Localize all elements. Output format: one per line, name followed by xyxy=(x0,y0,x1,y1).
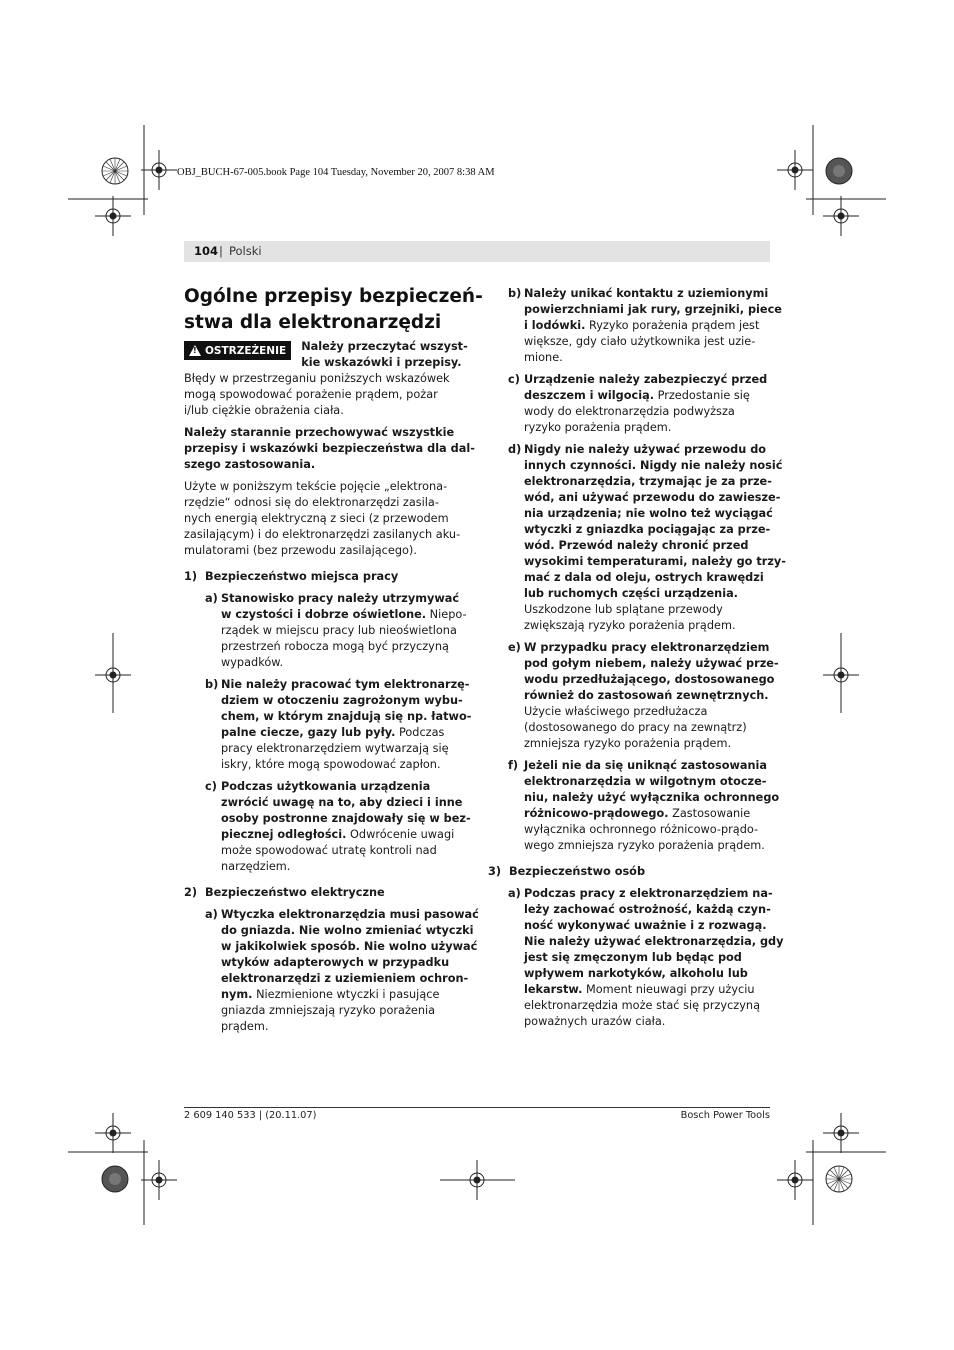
text-line: poważnych urazów ciała. xyxy=(524,1015,666,1028)
list-item xyxy=(488,640,779,752)
text-line: deszczem i wilgocią. xyxy=(524,389,655,402)
text-line: Nigdy nie należy używać przewodu do xyxy=(524,443,767,456)
text-line: mulatorami (bez przewodu zasilającego). xyxy=(184,544,417,557)
page-number: 104 xyxy=(194,244,219,258)
list-item xyxy=(488,758,780,854)
item-label: b) xyxy=(508,287,522,300)
text-line: wysokimi temperaturami, należy go trzy- xyxy=(524,555,786,568)
list-item xyxy=(184,907,479,1035)
text-line: prądem. xyxy=(221,1020,269,1033)
text-line: Nie należy używać elektronarzędzia, gdy xyxy=(524,935,784,948)
registration-rosette-icon xyxy=(100,156,130,186)
text-line: większe, gdy ciało użytkownika jest uzie- xyxy=(524,335,756,348)
text-line: Niezmienione wtyczki i pasujące xyxy=(252,988,440,1001)
text-line: Błędy w przestrzeganiu poniższych wskazówek xyxy=(184,372,450,385)
warning-badge xyxy=(184,341,291,360)
text-line: może spowodować utratę kontroli nad xyxy=(221,844,437,857)
text-line: Zastosowanie xyxy=(668,807,751,820)
text-line: niu, należy użyć wyłącznika ochronnego xyxy=(524,791,780,804)
crosshair-mark-icon xyxy=(823,1113,859,1153)
list-item xyxy=(184,591,468,671)
registration-rosette-icon xyxy=(824,1164,854,1194)
printer-header: OBJ_BUCH-67-005.book Page 104 Tuesday, November 20, 2007 8:38 AM xyxy=(177,167,495,178)
text-line: mać z dala od oleju, ostrych krawędzi xyxy=(524,571,764,584)
text-line: elektronarzędzia w wilgotnym otocze- xyxy=(524,775,767,788)
list-item xyxy=(488,286,782,366)
crosshair-mark-icon xyxy=(95,1113,131,1153)
text-line: gniazda zmniejszają ryzyko porażenia xyxy=(221,1004,436,1017)
header-separator: | xyxy=(219,244,223,258)
section-number: 3) xyxy=(488,865,502,878)
title-line: stwa dla elektronarzędzi xyxy=(184,312,442,333)
text-line: wody do elektronarzędzia podwyższa xyxy=(524,405,735,418)
item-label: c) xyxy=(508,373,520,386)
item-label: e) xyxy=(508,641,521,654)
text-line: Ryzyko porażenia prądem jest xyxy=(585,319,760,332)
text-line: Należy starannie przechowywać wszystkie xyxy=(184,426,455,439)
warning-badge-label: OSTRZEŻENIE xyxy=(205,344,287,357)
text-line: nym. xyxy=(221,988,253,1001)
keep-instructions-paragraph xyxy=(184,425,475,473)
section-heading xyxy=(488,864,772,880)
text-line: elektronarzędzia, trzymając je za prze- xyxy=(524,475,772,488)
text-line: w jakikolwiek sposób. Nie wolno używać xyxy=(221,940,478,953)
text-line: leży zachować ostrożność, każdą czyn- xyxy=(524,903,771,916)
warning-text xyxy=(301,339,468,371)
crosshair-mark-icon xyxy=(823,196,859,236)
text-line: Stanowisko pracy należy utrzymywać xyxy=(221,592,460,605)
text-line: rządek w miejscu pracy lub nieoświetlona xyxy=(221,624,457,637)
text-line: rzędzie“ odnosi się do elektronarzędzi zasila- xyxy=(184,496,439,509)
text-line: Przedostanie się xyxy=(654,389,750,402)
text-line: wtyków adapterowych w przypadku xyxy=(221,956,450,969)
crop-line-icon xyxy=(840,633,842,713)
text-line: Odwrócenie uwagi xyxy=(346,828,455,841)
text-line: i lodówki. xyxy=(524,319,586,332)
item-label: a) xyxy=(508,887,521,900)
text-line: Podczas użytkowania urządzenia xyxy=(221,780,431,793)
text-line: przestrzeń robocza mogą być przyczyną xyxy=(221,640,449,653)
page-header-bar xyxy=(184,241,770,262)
title-line: Ogólne przepisy bezpieczeń- xyxy=(184,286,483,307)
warning-block xyxy=(184,339,468,371)
crosshair-mark-icon xyxy=(141,150,177,190)
text-line: nych energią elektryczną z sieci (z przewodem xyxy=(184,512,449,525)
text-line: różnicowo-prądowego. xyxy=(524,807,669,820)
text-line: wód. Przewód należy chronić przed xyxy=(524,539,749,552)
intro-paragraph xyxy=(184,371,468,419)
text-line: wtyczki z gniazdka pociągając za prze- xyxy=(524,523,771,536)
footer-divider xyxy=(184,1107,770,1108)
text-line: Należy unikać kontaktu z uziemionymi xyxy=(524,287,769,300)
text-line: kie wskazówki i przepisy. xyxy=(301,356,462,369)
list-item xyxy=(184,779,471,875)
header-language: Polski xyxy=(229,244,262,258)
crosshair-mark-icon xyxy=(777,150,813,190)
section-heading-title: Bezpieczeństwo elektryczne xyxy=(205,886,385,899)
text-line: (dostosowanego do pracy na zewnątrz) xyxy=(524,721,747,734)
crop-line-icon xyxy=(143,1140,145,1225)
footer-brand: Bosch Power Tools xyxy=(680,1110,770,1121)
text-line: elektronarzędzia może stać się przyczyną xyxy=(524,999,761,1012)
list-item xyxy=(488,442,786,634)
text-line: ryzyko porażenia prądem. xyxy=(524,421,672,434)
text-line: przepisy i wskazówki bezpieczeństwa dla dal- xyxy=(184,442,475,455)
crop-line-icon xyxy=(143,125,145,215)
section-heading-title: Bezpieczeństwo miejsca pracy xyxy=(205,570,399,583)
registration-dark-rosette-icon xyxy=(100,1164,130,1194)
text-line: wodu przedłużającego, dostosowanego xyxy=(524,673,775,686)
crop-line-icon xyxy=(806,1151,886,1153)
text-line: szego zastosowania. xyxy=(184,458,316,471)
text-line: zasilającym) i do elektronarzędzi zasilanych aku- xyxy=(184,528,461,541)
item-label: a) xyxy=(205,908,218,921)
text-line: wyłącznika ochronnego różnicowo-prądo- xyxy=(524,823,759,836)
text-line: jest się zmęczonym lub będąc pod xyxy=(524,951,742,964)
text-line: palne ciecze, gazy lub pyły. xyxy=(221,726,396,739)
text-line: nia urządzenia; nie wolno też wyciągać xyxy=(524,507,773,520)
text-line: zwrócić uwagę na to, aby dzieci i inne xyxy=(221,796,463,809)
text-line: Wtyczka elektronarzędzia musi pasować xyxy=(221,908,479,921)
list-item xyxy=(184,677,472,773)
registration-dark-rosette-icon xyxy=(824,156,854,186)
section-heading xyxy=(184,885,468,901)
list-item xyxy=(488,886,784,1030)
text-line: chem, w którym znajdują się np. łatwo- xyxy=(221,710,472,723)
text-line: wpływem narkotyków, alkoholu lub xyxy=(524,967,748,980)
text-line: mogą spowodować porażenie prądem, pożar xyxy=(184,388,438,401)
text-line: lub ruchomych części urządzenia. xyxy=(524,587,738,600)
text-line: do gniazda. Nie wolno zmieniać wtyczki xyxy=(221,924,474,937)
text-line: pracy elektronarzędziem wytwarzają się xyxy=(221,742,449,755)
text-line: zwiększają ryzyko porażenia prądem. xyxy=(524,619,736,632)
text-line: W przypadku pracy elektronarzędziem xyxy=(524,641,770,654)
item-label: a) xyxy=(205,592,218,605)
text-line: i/lub ciężkie obrażenia ciała. xyxy=(184,404,344,417)
text-line: powierzchniami jak rury, grzejniki, piece xyxy=(524,303,782,316)
text-line: wego zmniejsza ryzyko porażenia prądem. xyxy=(524,839,765,852)
text-line: Należy przeczytać wszyst- xyxy=(301,340,468,353)
crop-line-icon xyxy=(112,633,114,713)
section-heading xyxy=(184,569,468,585)
text-line: zmniejsza ryzyko porażenia prądem. xyxy=(524,737,732,750)
text-line: innych czynności. Nigdy nie należy nosić xyxy=(524,459,783,472)
text-line: osoby postronne znajdowały się w bez- xyxy=(221,812,471,825)
footer-document-number: 2 609 140 533 | (20.11.07) xyxy=(184,1110,317,1121)
item-label: b) xyxy=(205,678,219,691)
crosshair-mark-icon xyxy=(777,1160,813,1200)
text-line: również do zastosowań zewnętrznych. xyxy=(524,689,769,702)
list-item xyxy=(488,372,772,436)
item-label: c) xyxy=(205,780,217,793)
crosshair-mark-icon xyxy=(95,196,131,236)
text-line: Jeżeli nie da się uniknąć zastosowania xyxy=(524,759,768,772)
text-line: Nie należy pracować tym elektronarzę- xyxy=(221,678,470,691)
warning-triangle-icon xyxy=(189,345,201,356)
text-line: Użycie właściwego przedłużacza xyxy=(524,705,708,718)
text-line: dziem w otoczeniu zagrożonym wybu- xyxy=(221,694,463,707)
item-label: d) xyxy=(508,443,522,456)
text-line: Podczas xyxy=(395,726,445,739)
text-line: narzędziem. xyxy=(221,860,291,873)
item-label: f) xyxy=(508,759,519,772)
text-line: elektronarzędzi z uziemieniem ochron- xyxy=(221,972,469,985)
text-line: ność wykonywać uważnie i z rozwagą. xyxy=(524,919,767,932)
text-line: lekarstw. xyxy=(524,983,583,996)
section-heading-title: Bezpieczeństwo osób xyxy=(509,865,646,878)
text-line: mione. xyxy=(524,351,563,364)
text-line: Moment nieuwagi przy użyciu xyxy=(582,983,755,996)
text-line: piecznej odległości. xyxy=(221,828,347,841)
text-line: iskry, które mogą spowodować zapłon. xyxy=(221,758,441,771)
crop-line-icon xyxy=(68,1151,148,1153)
text-line: Uszkodzone lub splątane przewody xyxy=(524,603,723,616)
text-line: Urządzenie należy zabezpieczyć przed xyxy=(524,373,768,386)
section-number: 1) xyxy=(184,570,198,583)
text-line: w czystości i dobrze oświetlone. xyxy=(221,608,427,621)
right-column xyxy=(488,286,786,1030)
crop-line-icon xyxy=(440,1179,515,1181)
text-line: Podczas pracy z elektronarzędziem na- xyxy=(524,887,773,900)
text-line: wód, ani używać przewodu do zawiesze- xyxy=(524,491,781,504)
text-line: wypadków. xyxy=(221,656,284,669)
text-line: pod gołym niebem, należy używać prze- xyxy=(524,657,779,670)
term-definition-paragraph xyxy=(184,479,468,559)
crop-line-icon xyxy=(812,125,814,215)
text-line: Niepo- xyxy=(426,608,467,621)
section-number: 2) xyxy=(184,886,198,899)
crosshair-mark-icon xyxy=(141,1160,177,1200)
text-line: Użyte w poniższym tekście pojęcie „elektrona- xyxy=(184,480,448,493)
left-column xyxy=(184,284,483,1035)
section-title xyxy=(184,284,483,336)
